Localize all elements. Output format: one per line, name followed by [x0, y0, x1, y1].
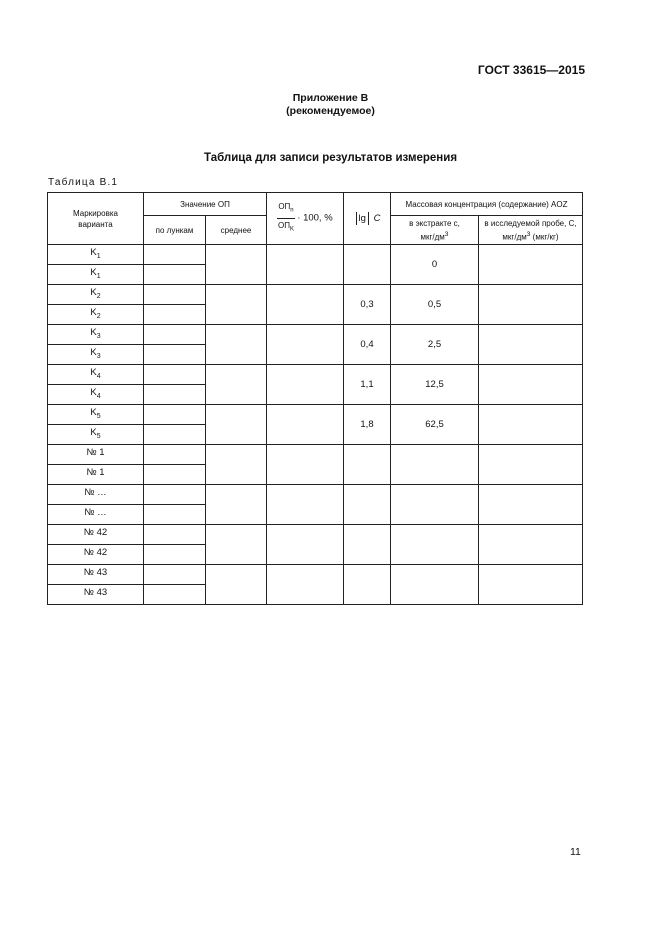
cell-sample[interactable]	[479, 285, 583, 325]
cell-op-wells[interactable]	[144, 545, 206, 565]
cell-ratio[interactable]	[267, 365, 344, 405]
cell-op-mean[interactable]	[206, 405, 267, 445]
cell-marking: $K_5$	[48, 425, 144, 445]
cell-op-wells[interactable]	[144, 325, 206, 345]
cell-sample[interactable]	[479, 405, 583, 445]
table-row	[48, 245, 583, 265]
cell-lg: 1,8	[344, 405, 391, 445]
cell-marking: № 42	[48, 545, 144, 565]
standard-code: ГОСТ 33615—2015	[477, 63, 585, 77]
cell-extract: 12,5	[391, 365, 479, 405]
cell-extract: 2,5	[391, 325, 479, 365]
header-sample: в исследуемой пробе, С, мкг/$дм^3$ (мкг/кг)	[479, 216, 583, 245]
header-lg: lg C	[344, 193, 391, 245]
ratio-suffix: · 100, %	[297, 213, 333, 225]
page-number: 11	[570, 846, 581, 858]
cell-lg	[344, 565, 391, 605]
cell-op-wells[interactable]	[144, 365, 206, 385]
cell-op-wells[interactable]	[144, 565, 206, 585]
cell-ratio[interactable]	[267, 405, 344, 445]
cell-op-wells[interactable]	[144, 385, 206, 405]
cell-sample[interactable]	[479, 245, 583, 285]
document-title: Таблица для записи результатов измерения	[203, 152, 458, 164]
cell-ratio[interactable]	[267, 525, 344, 565]
cell-ratio[interactable]	[267, 485, 344, 525]
cell-ratio[interactable]	[267, 445, 344, 485]
cell-op-wells[interactable]	[144, 425, 206, 445]
table-row	[48, 285, 583, 305]
table-row	[48, 525, 583, 545]
cell-lg	[344, 525, 391, 565]
table-row	[48, 405, 583, 425]
table-row	[48, 485, 583, 505]
table-body	[48, 245, 583, 605]
table-row	[48, 565, 583, 585]
cell-marking: № 42	[48, 525, 144, 545]
cell-op-mean[interactable]	[206, 525, 267, 565]
cell-extract	[391, 445, 479, 485]
cell-extract: 62,5	[391, 405, 479, 445]
cell-sample[interactable]	[479, 325, 583, 365]
cell-op-wells[interactable]	[144, 465, 206, 485]
cell-ratio[interactable]	[267, 285, 344, 325]
cell-extract: 0	[391, 245, 479, 285]
cell-marking: № 43	[48, 565, 144, 585]
cell-sample[interactable]	[479, 445, 583, 485]
cell-lg	[344, 445, 391, 485]
cell-ratio[interactable]	[267, 325, 344, 365]
cell-op-mean[interactable]	[206, 565, 267, 605]
cell-ratio[interactable]	[267, 245, 344, 285]
cell-marking: № 1	[48, 465, 144, 485]
header-op-mean: среднее	[206, 216, 267, 245]
cell-ratio[interactable]	[267, 565, 344, 605]
cell-op-mean[interactable]	[206, 485, 267, 525]
cell-op-wells[interactable]	[144, 245, 206, 265]
cell-lg	[344, 485, 391, 525]
cell-marking: $K_1$	[48, 265, 144, 285]
cell-sample[interactable]	[479, 485, 583, 525]
cell-op-mean[interactable]	[206, 325, 267, 365]
header-marking: Маркировка варианта	[48, 193, 144, 245]
cell-marking: $K_5$	[48, 405, 144, 425]
cell-op-wells[interactable]	[144, 405, 206, 425]
cell-marking: $K_3$	[48, 345, 144, 365]
cell-marking: $K_4$	[48, 365, 144, 385]
cell-extract	[391, 525, 479, 565]
appendix-status: (рекомендуемое)	[286, 105, 375, 117]
cell-op-wells[interactable]	[144, 345, 206, 365]
cell-marking: $K_4$	[48, 385, 144, 405]
ratio-fraction: $\frac{ОП_n}{ОП_K}$	[277, 202, 294, 233]
cell-op-wells[interactable]	[144, 305, 206, 325]
cell-op-wells[interactable]	[144, 505, 206, 525]
cell-marking: $K_3$	[48, 325, 144, 345]
cell-op-wells[interactable]	[144, 585, 206, 605]
cell-extract: 0,5	[391, 285, 479, 325]
cell-extract	[391, 565, 479, 605]
header-ratio	[267, 193, 344, 245]
table-label: Таблица В.1	[48, 177, 119, 188]
cell-op-wells[interactable]	[144, 265, 206, 285]
cell-op-mean[interactable]	[206, 285, 267, 325]
appendix-title: Приложение В	[292, 92, 369, 104]
cell-op-mean[interactable]	[206, 245, 267, 285]
cell-marking: № 43	[48, 585, 144, 605]
header-extract: в экстракте с, мкг/$дм^3$	[391, 216, 479, 245]
cell-lg: 0,4	[344, 325, 391, 365]
cell-lg: 1,1	[344, 365, 391, 405]
results-table	[47, 192, 583, 605]
table-row	[48, 445, 583, 465]
header-mass-concentration: Массовая концентрация (содержание) AOZ	[391, 193, 583, 216]
cell-lg	[344, 245, 391, 285]
table-row	[48, 365, 583, 385]
cell-extract	[391, 485, 479, 525]
cell-op-wells[interactable]	[144, 525, 206, 545]
cell-lg: 0,3	[344, 285, 391, 325]
cell-marking: $K_2$	[48, 285, 144, 305]
cell-op-mean[interactable]	[206, 445, 267, 485]
cell-op-wells[interactable]	[144, 485, 206, 505]
cell-marking: $K_2$	[48, 305, 144, 325]
cell-op-mean[interactable]	[206, 365, 267, 405]
cell-sample[interactable]	[479, 565, 583, 605]
cell-sample[interactable]	[479, 365, 583, 405]
table-row	[48, 325, 583, 345]
cell-marking: $K_1$	[48, 245, 144, 265]
cell-op-wells[interactable]	[144, 285, 206, 305]
header-op-wells: по лункам	[144, 216, 206, 245]
cell-sample[interactable]	[479, 525, 583, 565]
cell-marking: № …	[48, 505, 144, 525]
appendix-heading	[0, 92, 661, 118]
cell-marking: № …	[48, 485, 144, 505]
cell-marking: № 1	[48, 445, 144, 465]
header-op: Значение ОП	[144, 193, 267, 216]
cell-op-wells[interactable]	[144, 445, 206, 465]
